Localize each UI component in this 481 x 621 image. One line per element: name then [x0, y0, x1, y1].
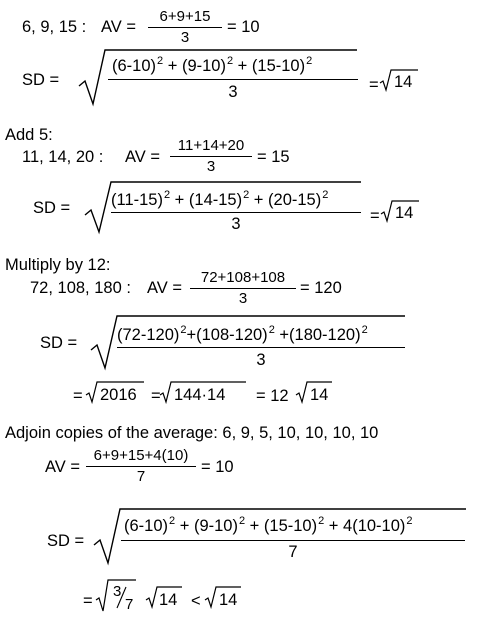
fraction-denominator: 7	[125, 596, 134, 613]
sd-denominator: 7	[288, 543, 298, 561]
fraction-bar	[108, 79, 358, 80]
fraction-bar	[117, 347, 405, 348]
sd-numerator: $(6-10)^2 + (9-10)^2 + (15-10)^2$	[112, 55, 313, 75]
av-denominator: 3	[206, 158, 216, 175]
equals-sign: =	[83, 592, 93, 610]
sd-denominator: 3	[256, 351, 266, 369]
set-add5: 11, 14, 20 :	[22, 148, 104, 166]
set-multiply: 72, 108, 180 :	[30, 279, 131, 297]
sd-label: SD =	[22, 71, 60, 89]
sd-numerator: $(11-15)^2 + (14-15)^2 + (20-15)^2$	[111, 189, 329, 209]
equals-sign: =	[151, 387, 161, 405]
av-result: = 10	[201, 458, 234, 476]
av-result: = 10	[227, 18, 260, 36]
section-heading: Multiply by 12:	[5, 256, 111, 274]
fraction-bar	[121, 540, 465, 541]
sd-result-radicand: 14	[395, 204, 414, 222]
radicand-14: 14	[219, 591, 238, 609]
equals-sign: =	[73, 387, 83, 405]
av-label: AV =	[147, 279, 183, 297]
av-numerator: 72+108+108	[200, 269, 286, 286]
sd-result-prefix: =	[370, 207, 380, 225]
radicand-144x14: 144·14	[174, 386, 226, 404]
section-heading: Add 5:	[5, 126, 53, 144]
less-than-sign: <	[191, 592, 201, 610]
av-label: AV =	[125, 148, 161, 166]
av-numerator: 11+14+20	[177, 137, 245, 154]
av-result: = 15	[257, 148, 290, 166]
av-numerator: 6+9+15	[159, 8, 211, 25]
av-result: = 120	[300, 279, 342, 297]
av-numerator: 6+9+15+4(10)	[93, 447, 189, 464]
fraction-bar	[111, 212, 361, 213]
sd-numerator: $(6-10)^2 + (9-10)^2 + (15-10)^2 + 4(10-10)^2$	[124, 515, 413, 535]
sd-denominator: 3	[228, 83, 238, 101]
av-denominator: 3	[238, 290, 248, 307]
sd-label: SD =	[47, 532, 85, 550]
set-original: 6, 9, 15 :	[22, 18, 87, 36]
sd-numerator: $(72-120)^2+(108-120)^2 +(180-120)^2$	[117, 324, 368, 344]
av-label: AV =	[45, 458, 81, 476]
av-denominator: 3	[180, 29, 190, 46]
sd-result-prefix: =	[369, 76, 379, 94]
av-denominator: 7	[136, 468, 146, 485]
section-heading: Adjoin copies of the average: 6, 9, 5, 10, 10, 10, 10	[5, 424, 379, 442]
sd-denominator: 3	[231, 215, 241, 233]
fraction-numerator: 3	[113, 583, 122, 600]
sd-result-radicand: 14	[394, 73, 413, 91]
sd-label: SD =	[40, 334, 78, 352]
av-label: AV =	[101, 18, 137, 36]
equals-twelve: = 12	[256, 387, 289, 405]
sd-label: SD =	[33, 199, 71, 217]
radicand-14: 14	[159, 591, 178, 609]
radicand-14: 14	[310, 386, 329, 404]
radicand-2016: 2016	[100, 386, 137, 404]
